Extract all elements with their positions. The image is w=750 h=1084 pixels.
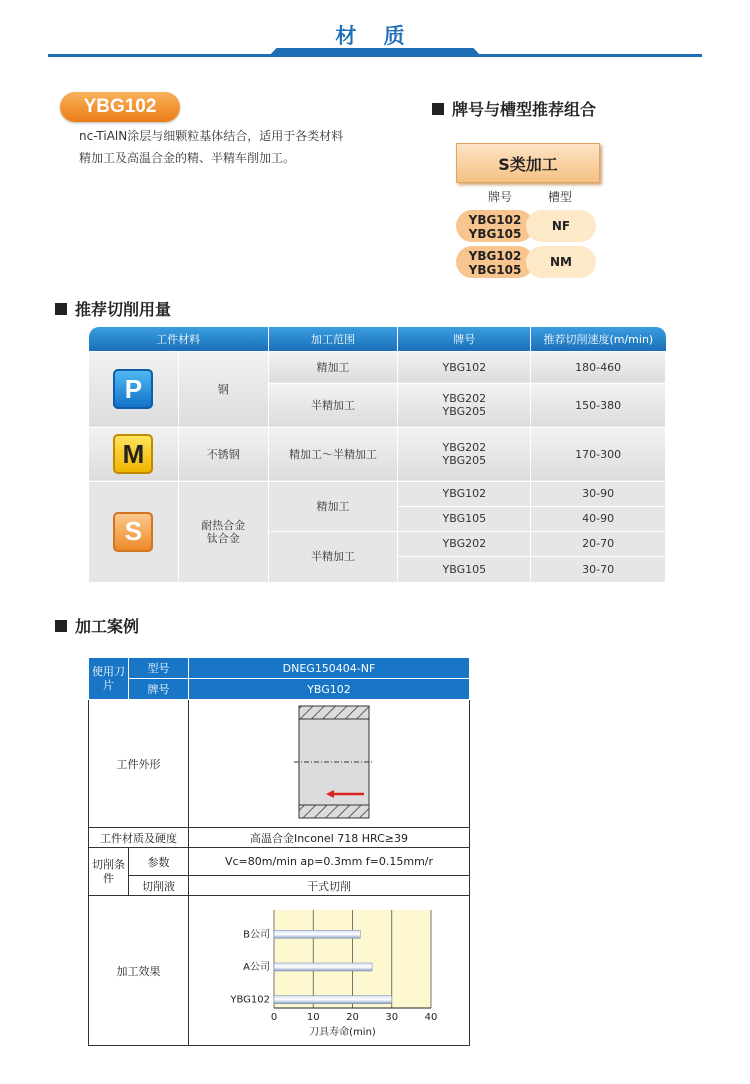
m-material-icon: M: [113, 434, 153, 474]
workpiece-diagram: [194, 700, 464, 824]
speed-cell: 180-460: [531, 351, 666, 383]
bullet-square-icon: [55, 620, 67, 632]
cutting-section-heading: 推荐切削用量: [55, 297, 171, 320]
bar: [274, 930, 360, 938]
speed-cell: 30-90: [531, 481, 666, 506]
bar: [274, 963, 372, 971]
category-label: A公司: [243, 962, 270, 973]
th-grade: 牌号: [398, 327, 531, 351]
grade-cell: YBG202: [398, 531, 531, 556]
result-chart-cell: [189, 896, 470, 1046]
x-tick-label: 0: [270, 1012, 278, 1023]
x-tick-label: 20: [346, 1012, 359, 1023]
model-label: 型号: [129, 658, 189, 679]
range-cell: 精加工～半精加工: [268, 427, 398, 481]
grade-label: 牌号: [129, 679, 189, 700]
category-label: B公司: [243, 929, 270, 941]
speed-cell: 170-300: [531, 427, 666, 481]
range-cell: 半精加工: [268, 383, 398, 427]
material-icon-cell: [89, 427, 179, 481]
case-section-heading: 加工案例: [55, 614, 139, 637]
bar: [274, 996, 392, 1004]
material-name: 不锈钢: [178, 427, 268, 481]
material-icon-cell: [89, 481, 179, 582]
material-value: 高温合金Inconel 718 HRC≥39: [189, 828, 470, 848]
x-tick-label: 40: [424, 1012, 438, 1023]
material-name: 钢: [178, 351, 268, 427]
material-icon-cell: [89, 351, 179, 427]
model-value: DNEG150404-NF: [189, 658, 470, 679]
grade-cell: YBG102: [398, 481, 531, 506]
params-label: 参数: [129, 848, 189, 876]
th-range: 加工范围: [268, 327, 398, 351]
header-divider: [48, 54, 702, 57]
s-class-box: S类加工: [456, 143, 600, 183]
range-cell: 精加工: [268, 481, 398, 531]
combo-section-heading: 牌号与槽型推荐组合: [432, 97, 596, 120]
combo-grade-pill: YBG102 YBG105: [456, 246, 534, 278]
p-material-icon: P: [113, 369, 153, 409]
params-value: Vc=80m/min ap=0.3mm f=0.15mm/r: [189, 848, 470, 876]
cond-label: 切削条件: [89, 848, 129, 896]
category-label: YBG102: [230, 994, 270, 1006]
combo-col-groove: 槽型: [548, 190, 573, 204]
combo-grade-pill: YBG102 YBG105: [456, 210, 534, 242]
page-title: 材 质: [335, 24, 415, 48]
x-axis-title: 刀具寿命(min): [309, 1027, 376, 1038]
case-table: [88, 657, 470, 1046]
th-speed: 推荐切削速度(m/min): [531, 327, 666, 351]
combo-col-grade: 牌号: [488, 190, 513, 204]
speed-cell: 40-90: [531, 506, 666, 531]
speed-cell: 150-380: [531, 383, 666, 427]
combo-groove-pill: NF: [526, 210, 596, 242]
x-tick-label: 30: [385, 1012, 399, 1023]
grade-cell: YBG202 YBG205: [398, 427, 531, 481]
range-cell: 半精加工: [268, 531, 398, 582]
grade-value: YBG102: [189, 679, 470, 700]
workpiece-shape-cell: [189, 700, 470, 828]
combo-groove-pill: NM: [526, 246, 596, 278]
grade-cell: YBG105: [398, 556, 531, 582]
s-material-icon: S: [113, 512, 153, 552]
coolant-label: 切削液: [129, 876, 189, 896]
hatch-top: [299, 706, 369, 719]
bullet-square-icon: [55, 303, 67, 315]
grade-cell: YBG105: [398, 506, 531, 531]
coolant-value: 干式切削: [189, 876, 470, 896]
shape-label: 工件外形: [89, 700, 189, 828]
grade-cell: YBG202 YBG205: [398, 383, 531, 427]
hatch-bottom: [299, 805, 369, 818]
speed-cell: 20-70: [531, 531, 666, 556]
result-label: 加工效果: [89, 896, 189, 1046]
material-name: 耐热合金 钛合金: [178, 481, 268, 582]
speed-cell: 30-70: [531, 556, 666, 582]
grade-cell: YBG102: [398, 351, 531, 383]
bullet-square-icon: [432, 103, 444, 115]
use-insert-label: 使用刀片: [89, 658, 129, 700]
tool-life-chart: [194, 896, 464, 1042]
cutting-table: [88, 327, 666, 583]
grade-description-1: nc-TiAlN涂层与细颗粒基体结合，适用于各类材料: [79, 129, 344, 143]
grade-badge: YBG102: [60, 92, 180, 122]
material-label: 工件材质及硬度: [89, 828, 189, 848]
x-tick-label: 10: [306, 1012, 320, 1023]
grade-description-2: 精加工及高温合金的精、半精车削加工。: [79, 151, 296, 165]
th-material: 工件材料: [89, 327, 269, 351]
range-cell: 精加工: [268, 351, 398, 383]
